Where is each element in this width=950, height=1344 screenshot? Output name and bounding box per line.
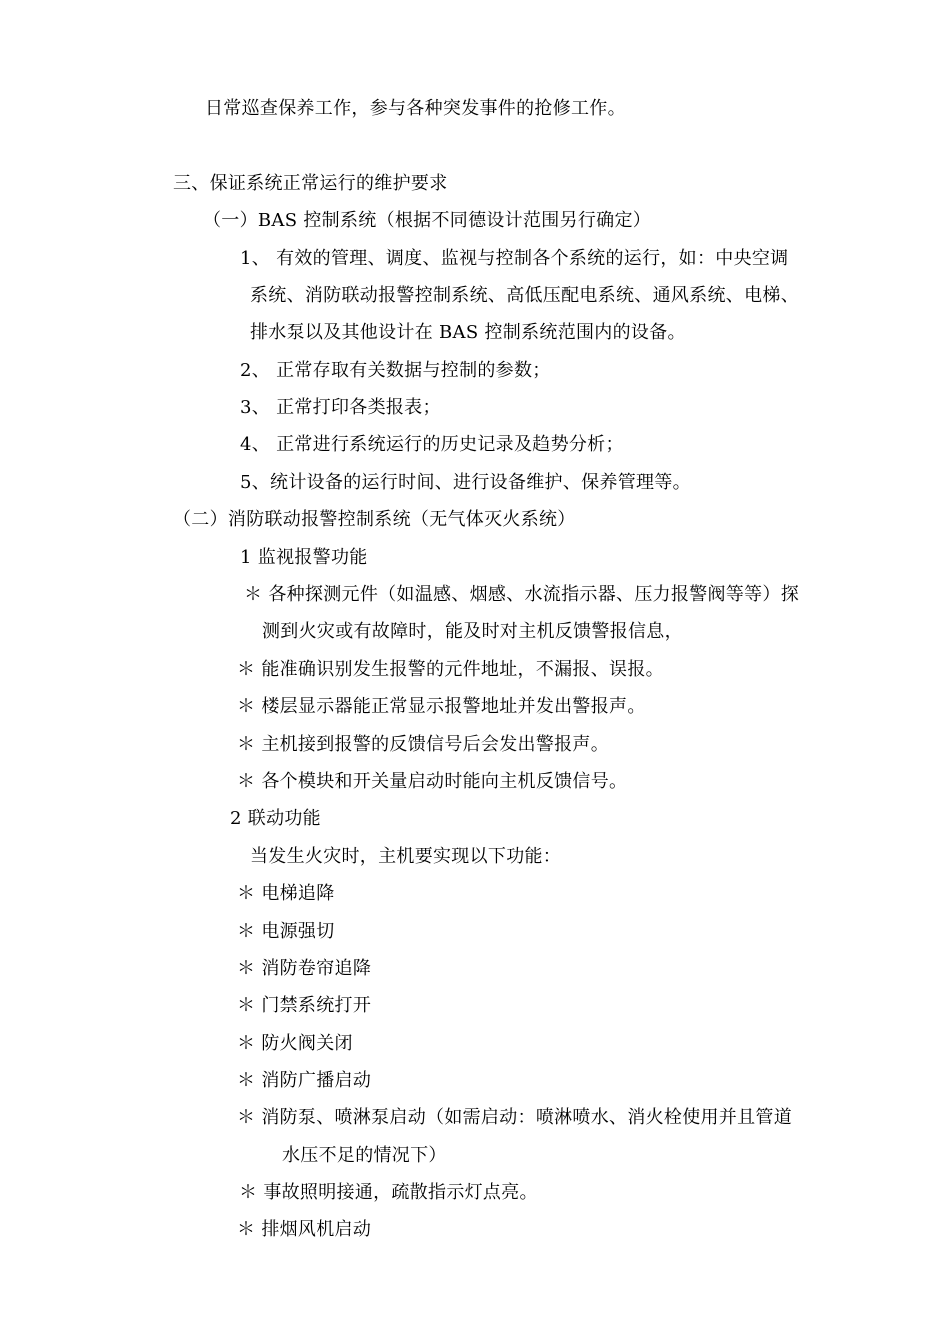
- function-heading: 2 联动功能: [230, 808, 321, 829]
- bullet-item: ＊ 消防卷帘追降: [237, 958, 372, 979]
- bullet-item-continuation: 测到火灾或有故障时，能及时对主机反馈警报信息，: [262, 621, 683, 642]
- bullet-item: ＊ 门禁系统打开: [237, 995, 372, 1016]
- list-item: 1、 有效的管理、调度、监视与控制各个系统的运行，如：中央空调: [240, 248, 789, 269]
- bullet-item: ＊ 防火阀关闭: [237, 1033, 353, 1054]
- bullet-item: ＊ 排烟风机启动: [237, 1219, 372, 1240]
- list-item-continuation: 系统、消防联动报警控制系统、高低压配电系统、通风系统、电梯、: [250, 285, 799, 306]
- list-item-continuation: 排水泵以及其他设计在 BAS 控制系统范围内的设备。: [250, 322, 686, 343]
- subsection-heading: （二）消防联动报警控制系统（无气体灭火系统）: [173, 509, 576, 530]
- subsection-heading: （一）BAS 控制系统（根据不同德设计范围另行确定）: [203, 210, 652, 231]
- bullet-item: ＊ 消防泵、喷淋泵启动（如需启动：喷淋喷水、消火栓使用并且管道: [237, 1107, 793, 1128]
- bullet-item: ＊ 能准确识别发生报警的元件地址，不漏报、误报。: [237, 659, 664, 680]
- bullet-item: ＊ 各个模块和开关量启动时能向主机反馈信号。: [237, 771, 628, 792]
- bullet-item: ＊ 事故照明接通，疏散指示灯点亮。: [239, 1182, 538, 1203]
- function-heading: 1 监视报警功能: [240, 547, 368, 568]
- bullet-item: ＊ 消防广播启动: [237, 1070, 372, 1091]
- bullet-item: ＊ 电梯追降: [237, 883, 335, 904]
- bullet-item: ＊ 楼层显示器能正常显示报警地址并发出警报声。: [237, 696, 646, 717]
- list-item: 3、 正常打印各类报表；: [240, 397, 441, 418]
- list-item: 5、统计设备的运行时间、进行设备维护、保养管理等。: [240, 472, 691, 493]
- section-heading: 三、保证系统正常运行的维护要求: [173, 173, 448, 194]
- list-item: 2、 正常存取有关数据与控制的参数；: [240, 360, 551, 381]
- list-item: 4、 正常进行系统运行的历史记录及趋势分析；: [240, 434, 624, 455]
- bullet-item-continuation: 水压不足的情况下）: [282, 1145, 447, 1166]
- bullet-item: ＊ 主机接到报警的反馈信号后会发出警报声。: [237, 734, 610, 755]
- bullet-item: ＊ 电源强切: [237, 921, 335, 942]
- text-line: 当发生火灾时，主机要实现以下功能：: [250, 846, 562, 867]
- text-line: 日常巡查保养工作，参与各种突发事件的抢修工作。: [205, 98, 626, 119]
- bullet-item: ＊ 各种探测元件（如温感、烟感、水流指示器、压力报警阀等等）探: [244, 584, 800, 605]
